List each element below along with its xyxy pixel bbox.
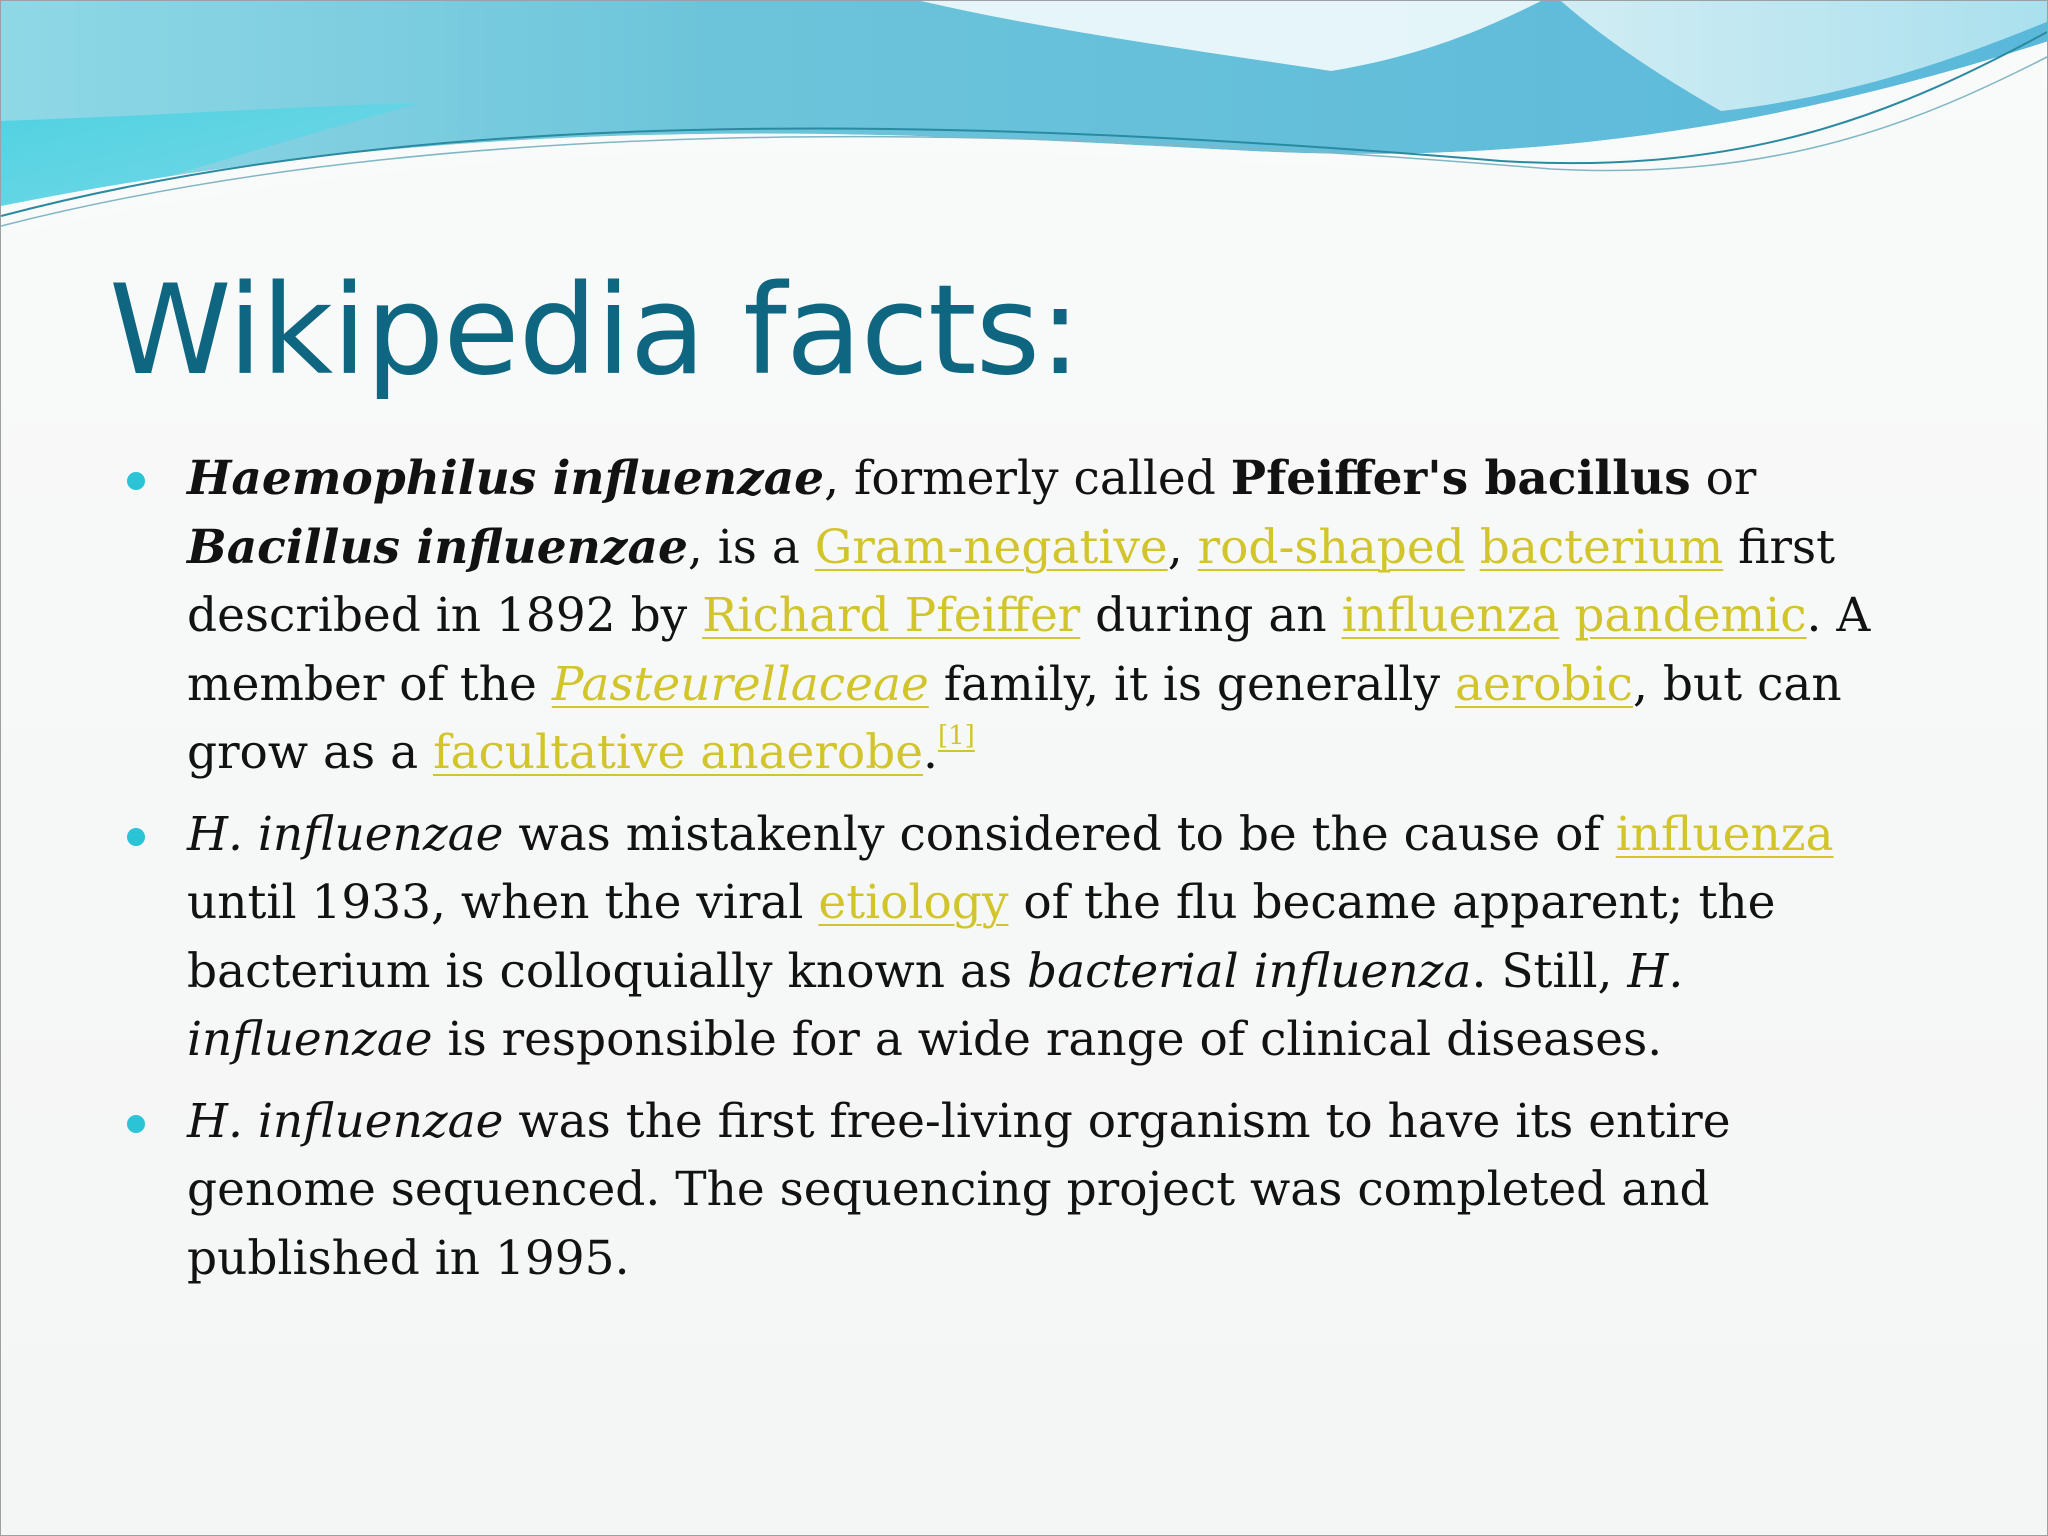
text-span: , but can grow as a [187, 656, 1842, 780]
text-span [1465, 520, 1480, 575]
bullet-dot-icon [127, 1115, 145, 1133]
text-haemophilus-influenzae: Haemophilus influenzae [187, 451, 825, 506]
link-richard-pfeiffer[interactable]: Richard Pfeiffer [702, 588, 1081, 643]
text-h-influenzae: H. influenzae [187, 943, 1684, 1067]
link-rod-shaped[interactable]: rod-shaped [1197, 519, 1465, 575]
text-span: , [1167, 519, 1198, 575]
bullet-item-1 [127, 445, 1917, 788]
bullet-list [127, 445, 1917, 1306]
header-wave-decoration [1, 1, 2048, 241]
link-gram-negative[interactable]: Gram-negative [814, 519, 1168, 575]
text-span: was mistakenly considered to be the cause of [503, 806, 1616, 862]
link-pasteurellaceae[interactable] [552, 657, 929, 712]
bullet-dot-icon [127, 472, 145, 490]
text-span [1559, 588, 1574, 643]
text-span: , formerly called [824, 451, 1231, 506]
text-bacillus-influenzae: Bacillus influenzae [187, 519, 688, 575]
text-h-influenzae: H. influenzae [187, 1093, 504, 1149]
text-span: until 1933, when the viral [187, 875, 819, 930]
text-span: first described in 1892 by [187, 519, 1835, 643]
text-h-influenzae: H. influenzae [187, 806, 504, 862]
text-span: . Still, [1471, 943, 1628, 999]
text-span: , is a [687, 519, 815, 575]
text-pfeiffers-bacillus: Pfeiffer's bacillus [1230, 451, 1691, 506]
link-aerobic[interactable]: aerobic [1454, 656, 1633, 712]
link-pandemic[interactable]: pandemic [1574, 588, 1807, 643]
slide-title: Wikipedia facts: [109, 259, 1080, 403]
link-influenza[interactable]: influenza [1615, 806, 1834, 862]
text-span: family, it is generally [928, 656, 1455, 712]
link-pasteurellaceae-text: Pasteurellaceae [551, 656, 929, 712]
text-bacterial-influenza: bacterial influenza [1027, 943, 1472, 999]
text-span: or [1690, 451, 1757, 506]
link-bacterium[interactable]: bacterium [1479, 519, 1724, 575]
link-etiology[interactable]: etiology [818, 875, 1009, 930]
text-span: of the flu became apparent; the bacterium is colloquially known as [187, 875, 1776, 999]
link-influenza[interactable]: influenza [1341, 588, 1560, 643]
text-span: during an [1080, 588, 1342, 643]
text-span: . [923, 725, 938, 780]
bullet-item-3 [127, 1088, 1917, 1294]
bullet-item-2 [127, 801, 1917, 1075]
text-span: was the first free-living organism to have its entire genome sequenced. The sequencing project was completed and published in 1995. [187, 1093, 1731, 1286]
text-span: . A member of the [187, 588, 1871, 712]
citation-link[interactable]: [1] [937, 721, 975, 751]
link-facultative-anaerobe[interactable]: facultative anaerobe [433, 725, 924, 780]
bullet-dot-icon [127, 828, 145, 846]
text-span: is responsible for a wide range of clinical diseases. [432, 1012, 1663, 1067]
